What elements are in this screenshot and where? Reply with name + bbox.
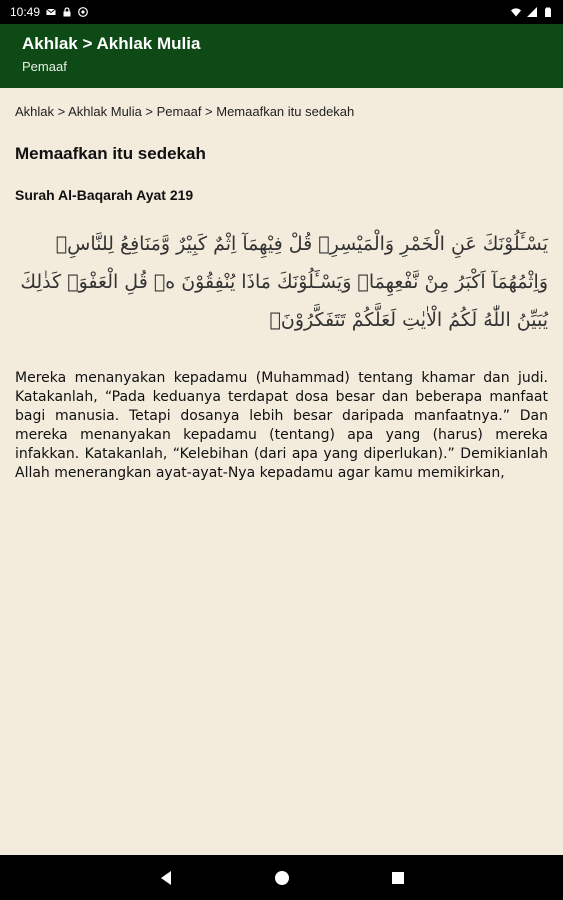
recents-button[interactable] (388, 868, 408, 888)
navigation-bar (0, 855, 563, 900)
page-title: Memaafkan itu sedekah (15, 144, 206, 163)
back-icon (159, 870, 173, 886)
home-button[interactable] (272, 868, 292, 888)
wifi-icon (511, 7, 521, 17)
app-bar-subtitle: Pemaaf (22, 59, 67, 74)
surah-reference: Surah Al-Baqarah Ayat 219 (15, 187, 194, 203)
main-content (0, 104, 563, 483)
dnd-icon (78, 7, 88, 17)
status-bar-left (10, 5, 88, 19)
recents-icon (391, 871, 405, 885)
arabic-verse: يَسْـَٔلُوْنَكَ عَنِ الْخَمْرِ وَالْمَيْسِرِۗ قُلْ فِيْهِمَآ اِثْمٌ كَبِيْرٌ وَّمَنَافِعُ لِلنَّاسِۖ وَاِثْمُهُمَآ اَكْبَرُ مِنْ نَّفْعِهِمَاۗ وَيَسْـَٔلُوْنَكَ مَاذَا يُنْفِقُوْنَ ەۗ قُلِ الْعَفْوَۗ كَذٰلِكَ يُبَيِّنُ اللّٰهُ لَكُمُ الْاٰيٰتِ لَعَلَّكُمْ تَتَفَكَّرُوْنَۙ (20, 233, 548, 331)
breadcrumb: Akhlak > Akhlak Mulia > Pemaaf > Memaafkan itu sedekah (15, 104, 355, 119)
back-button[interactable] (156, 868, 176, 888)
app-bar-title: Akhlak > Akhlak Mulia (22, 34, 201, 53)
lock-icon (62, 7, 72, 17)
signal-icon (527, 7, 537, 17)
battery-icon (543, 7, 553, 17)
app-bar (0, 24, 563, 88)
status-time: 10:49 (10, 5, 41, 19)
status-bar (0, 0, 563, 24)
mail-icon (46, 7, 56, 17)
status-bar-right (511, 7, 553, 17)
home-icon (274, 870, 290, 886)
verse-translation: Mereka menanyakan kepadamu (Muhammad) tentang khamar dan judi. Katakanlah, “Pada keduanya terdapat dosa besar dan beberapa manfaat bagi manusia. Tetapi dosanya lebih besar daripada manfaatnya.” Dan mereka menanyakan kepadamu (tentang) apa yang (harus) mereka infakkan. Katakanlah, “Kelebihan (dari apa yang diperlukan).” Demikianlah Allah menerangkan ayat-ayat-Nya kepadamu agar kamu memikirkan, (15, 370, 548, 481)
